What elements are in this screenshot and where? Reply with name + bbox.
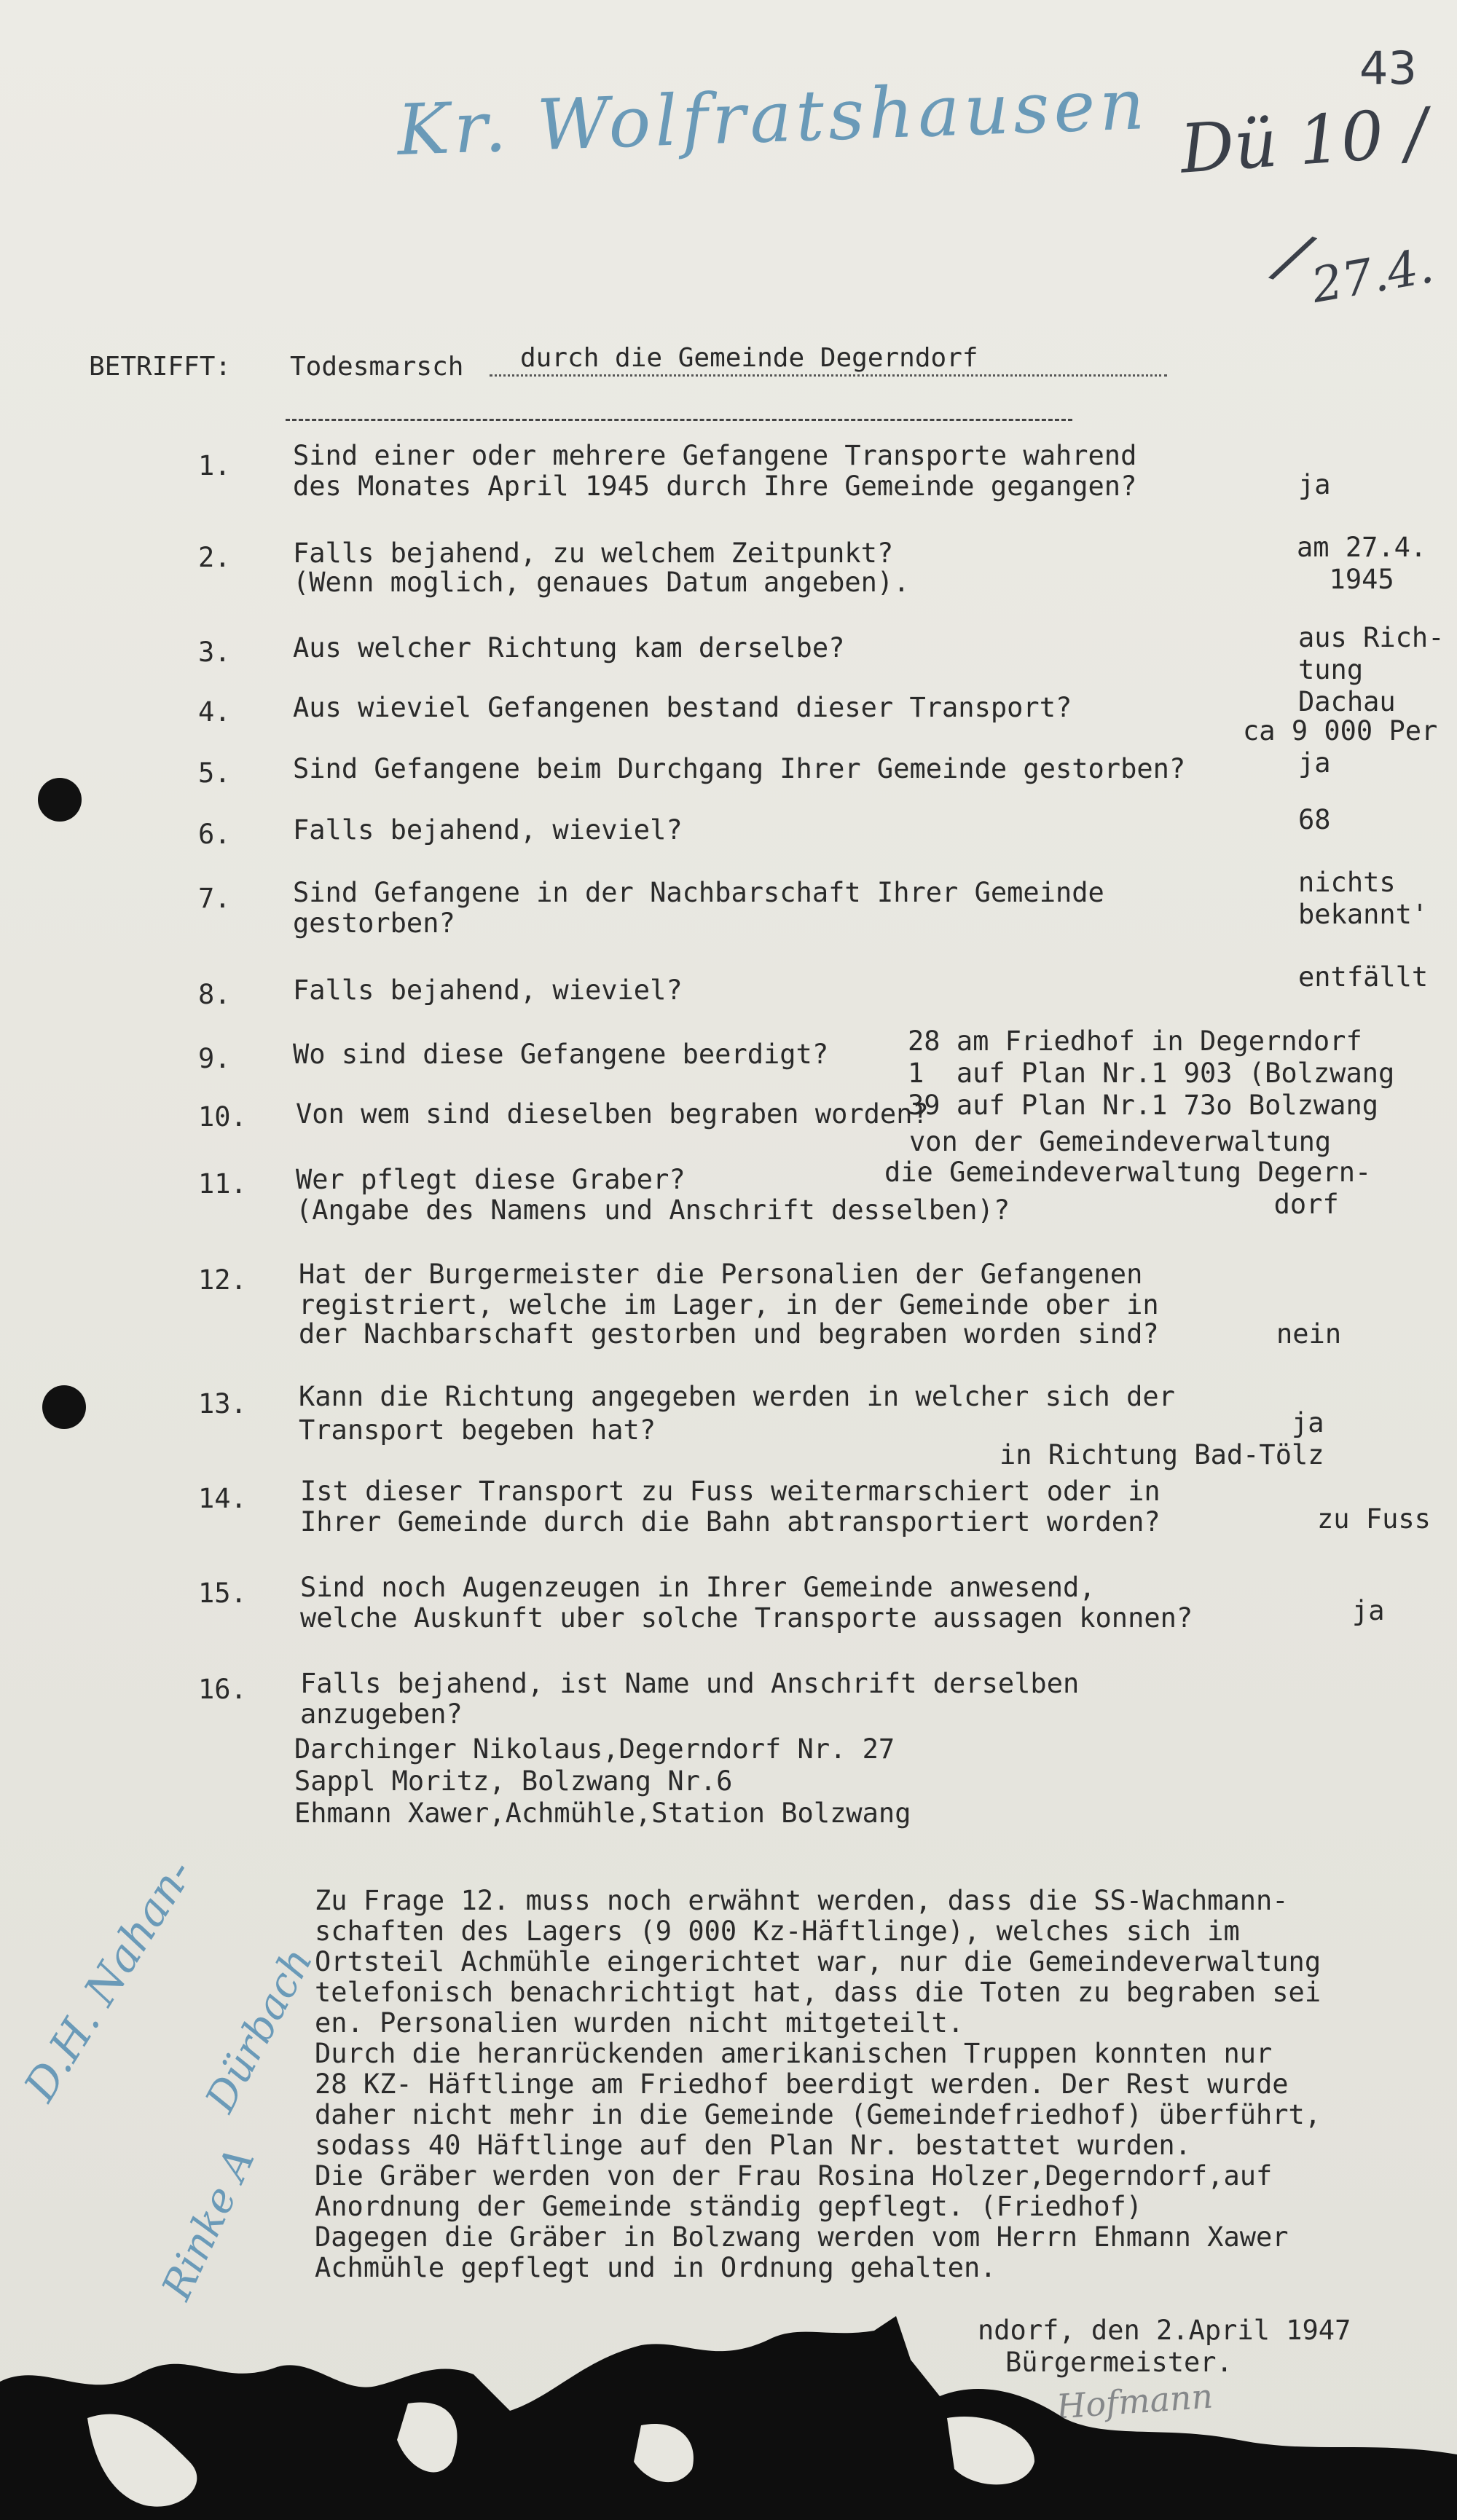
- subject-label: BETRIFFT:: [89, 352, 232, 382]
- question-line: Falls bejahend, ist Name und Anschrift derselben: [300, 1668, 1080, 1699]
- question-number: 11.: [198, 1168, 247, 1200]
- subject-dotted-line: [490, 374, 1167, 377]
- question-number: 10.: [198, 1101, 247, 1133]
- question-line: der Nachbarschaft gestorben und begraben worden sind?: [299, 1318, 1159, 1350]
- question-line: Transport begeben hat?: [299, 1414, 656, 1446]
- question-line: (Angabe des Namens und Anschrift desselben)?: [296, 1194, 1010, 1226]
- note-line: Anordnung der Gemeinde ständig gepflegt. (Friedhof): [315, 2191, 1143, 2222]
- question-number: 4.: [198, 696, 231, 728]
- question-line: Sind noch Augenzeugen in Ihrer Gemeinde anwesend,: [300, 1572, 1096, 1603]
- question-line: Kann die Richtung angegeben werden in welcher sich der: [299, 1381, 1175, 1412]
- question-number: 13.: [198, 1388, 247, 1420]
- question-line: Ist dieser Transport zu Fuss weitermarschiert oder in: [300, 1476, 1161, 1507]
- answer: die Gemeindeverwaltung Degern- dorf: [884, 1157, 1372, 1220]
- handwritten-date: 27.4.: [1307, 237, 1438, 314]
- answer: entfällt: [1298, 961, 1429, 993]
- question-number: 16.: [198, 1674, 247, 1705]
- question-line: Falls bejahend, zu welchem Zeitpunkt?: [293, 538, 894, 569]
- page-number: 43: [1359, 42, 1417, 95]
- question-line: anzugeben?: [300, 1698, 463, 1730]
- witness-item: Ehmann Xawer,Achmühle,Station Bolzwang: [294, 1798, 911, 1829]
- torn-edge: [0, 2316, 1457, 2520]
- answer: am 27.4. 1945: [1297, 532, 1427, 595]
- subject-text: durch die Gemeinde Degerndorf: [520, 343, 978, 373]
- signature-handwritten: Hofmann: [1055, 2376, 1214, 2427]
- answer: ja: [1298, 747, 1331, 779]
- note-line: Die Gräber werden von der Frau Rosina Holzer,Degerndorf,auf: [315, 2160, 1273, 2192]
- question-number: 7.: [198, 883, 231, 914]
- question-number: 1.: [198, 450, 231, 481]
- question-number: 2.: [198, 542, 231, 573]
- handwritten-ref: Dü 10 /: [1177, 93, 1430, 189]
- question-number: 5.: [198, 757, 231, 789]
- signature-role: Bürgermeister.: [1005, 2347, 1233, 2378]
- question-number: 9.: [198, 1043, 231, 1074]
- answer: von der Gemeindeverwaltung: [909, 1126, 1332, 1157]
- note-line: Dagegen die Gräber in Bolzwang werden vom Herrn Ehmann Xawer: [315, 2221, 1289, 2253]
- question-line: Von wem sind dieselben begraben worden?: [296, 1098, 929, 1130]
- note-line: telefonisch benachrichtigt hat, dass die Toten zu begraben sei: [315, 1977, 1321, 2008]
- note-line: en. Personalien wurden nicht mitgeteilt.: [315, 2007, 965, 2039]
- note-line: Achmühle gepflegt und in Ordnung gehalten.: [315, 2252, 997, 2283]
- question-number: 8.: [198, 979, 231, 1010]
- question-line: Wo sind diese Gefangene beerdigt?: [293, 1039, 829, 1070]
- note-line: daher nicht mehr in die Gemeinde (Gemeindefriedhof) überführt,: [315, 2099, 1321, 2130]
- question-number: 12.: [198, 1264, 247, 1296]
- margin-note-3: Rinke A: [153, 2141, 264, 2307]
- torn-shadow: [0, 2316, 1457, 2520]
- question-line: des Monates April 1945 durch Ihre Gemeinde gegangen?: [293, 470, 1137, 502]
- question-number: 14.: [198, 1483, 247, 1514]
- margin-note-1: D.H. Nahan-: [15, 1850, 204, 2111]
- answer: zu Fuss: [1317, 1503, 1431, 1535]
- question-number: 6.: [198, 819, 231, 850]
- answer: nichts bekannt': [1298, 867, 1429, 930]
- note-line: Ortsteil Achmühle eingerichtet war, nur die Gemeindeverwaltung: [315, 1946, 1321, 1977]
- question-line: welche Auskunft uber solche Transporte aussagen konnen?: [300, 1602, 1193, 1634]
- question-line: Aus welcher Richtung kam derselbe?: [293, 632, 845, 664]
- question-line: Sind Gefangene in der Nachbarschaft Ihrer Gemeinde: [293, 877, 1104, 908]
- question-line: Sind Gefangene beim Durchgang Ihrer Gemeinde gestorben?: [293, 753, 1186, 784]
- question-number: 15.: [198, 1578, 247, 1609]
- date-stroke: /: [1269, 216, 1317, 297]
- answer: ja: [1298, 469, 1331, 500]
- question-line: Hat der Burgermeister die Personalien der Gefangenen: [299, 1259, 1143, 1290]
- punch-hole-bottom: [42, 1385, 86, 1429]
- subject-prefix: Todesmarsch: [290, 352, 464, 382]
- note-line: Zu Frage 12. muss noch erwähnt werden, dass die SS-Wachmann-: [315, 1885, 1289, 1916]
- note-line: sodass 40 Häftlinge auf den Plan Nr. bestattet wurden.: [315, 2130, 1191, 2161]
- note-line: 28 KZ- Häftlinge am Friedhof beerdigt werden. Der Rest wurde: [315, 2068, 1289, 2100]
- signature-place-date: ndorf, den 2.April 1947: [978, 2315, 1351, 2346]
- answer: nein: [1276, 1318, 1342, 1350]
- separator-rule: [286, 419, 1072, 421]
- punch-hole-top: [38, 778, 82, 822]
- note-line: Durch die heranrückenden amerikanischen Truppen konnten nur: [315, 2038, 1273, 2069]
- question-line: gestorben?: [293, 907, 455, 939]
- witness-item: Sappl Moritz, Bolzwang Nr.6: [294, 1765, 733, 1797]
- answer: 68: [1298, 804, 1331, 835]
- question-line: Falls bejahend, wieviel?: [293, 814, 683, 846]
- question-number: 3.: [198, 637, 231, 668]
- question-line: Wer pflegt diese Graber?: [296, 1164, 686, 1195]
- margin-note-2: Dürbach: [197, 1940, 323, 2120]
- handwritten-title: Kr. Wolfratshausen: [396, 63, 1150, 171]
- answer: ja: [1352, 1595, 1385, 1626]
- answer: ja in Richtung Bad-Tölz: [1000, 1407, 1324, 1470]
- witness-item: Darchinger Nikolaus,Degerndorf Nr. 27: [294, 1733, 895, 1765]
- question-line: Sind einer oder mehrere Gefangene Transporte wahrend: [293, 440, 1137, 471]
- answer: aus Rich- tung Dachau: [1298, 622, 1445, 717]
- answer: 28 am Friedhof in Degerndorf 1 auf Plan Nr.1 903 (Bolzwang 39 auf Plan Nr.1 73o Bolzwang: [908, 1025, 1395, 1121]
- question-line: registriert, welche im Lager, in der Gemeinde ober in: [299, 1289, 1159, 1320]
- answer: ca 9 000 Per: [1243, 715, 1438, 747]
- question-line: Falls bejahend, wieviel?: [293, 974, 683, 1006]
- note-line: schaften des Lagers (9 000 Kz-Häftlinge), welches sich im: [315, 1915, 1240, 1947]
- question-line: Aus wieviel Gefangenen bestand dieser Transport?: [293, 692, 1072, 723]
- question-line: (Wenn moglich, genaues Datum angeben).: [293, 567, 910, 598]
- question-line: Ihrer Gemeinde durch die Bahn abtransportiert worden?: [300, 1506, 1161, 1537]
